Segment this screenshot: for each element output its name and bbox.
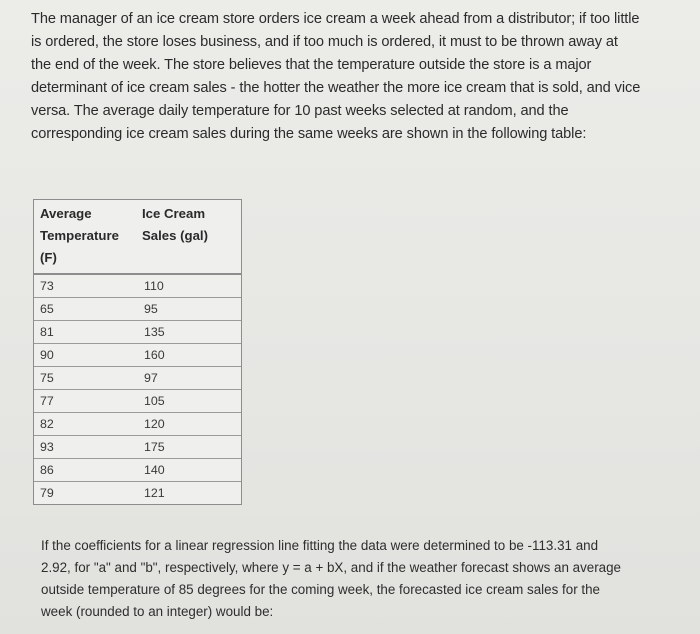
sales-cell: 97 [138,367,241,390]
sales-cell: 105 [138,390,241,413]
header-sales: Ice Cream Sales (gal) [138,200,241,274]
sales-cell: 121 [144,486,165,500]
table-row [34,482,241,505]
temperature-cell: 86 [34,459,138,482]
header-temperature: Average Temperature (F) [34,200,138,274]
temperature-cell: 73 [34,274,138,298]
temperature-cell: 90 [34,344,138,367]
table-row [34,274,241,298]
table-row [34,413,241,436]
table-row [34,459,241,482]
temperature-cell: 77 [34,390,138,413]
table-header-row [34,200,241,274]
table-body [34,274,241,504]
sales-cell: 135 [138,321,241,344]
sales-cell: 175 [138,436,241,459]
sales-cell: 140 [138,459,241,482]
table-row [34,321,241,344]
sales-cell: 160 [138,344,241,367]
sales-cell: 120 [138,413,241,436]
table-row [34,298,241,321]
temperature-sales-table [34,200,241,504]
question-paragraph: If the coefficients for a linear regression line fitting the data were determined to be -113.31 and 2.92, for "a" and "b", respectively, where y = a + bX, and if the weather forecast shows an average outside temperature of 85 degrees for the coming week, the forecasted ice cream sales for the week (rounded to an integer) would be: [41,538,622,619]
temperature-cell: 82 [34,413,138,436]
temperature-cell: 93 [34,436,138,459]
sales-cell: 110 [138,274,241,298]
temperature-cell: 75 [34,367,138,390]
temperature-cell: 65 [34,298,138,321]
table-row [34,390,241,413]
temperature-cell: 81 [34,321,138,344]
table-row [34,436,241,459]
intro-paragraph: The manager of an ice cream store orders ice cream a week ahead from a distributor; if too little is ordered, the store loses business, and if too much is ordered, it must to be thrown away at the end of the week. The store believes that the temperature outside the store is a major determinant of ice cream sales - the hotter the weather the more ice cream that is sold, and vice versa. The average daily temperature for 10 past weeks selected at random, and the corresponding ice cream sales during the same weeks are shown in the following table: [31,11,641,142]
sales-cell: 95 [138,298,241,321]
table-row [34,344,241,367]
data-table-container [33,199,242,505]
table-row [34,367,241,390]
temperature-cell: 79 [40,486,54,500]
